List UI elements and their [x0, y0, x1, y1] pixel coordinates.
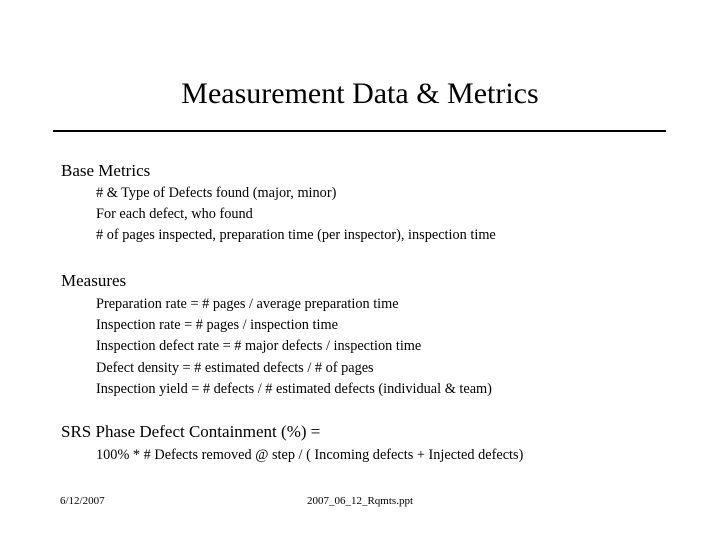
list-item: Inspection rate = # pages / inspection time: [96, 317, 338, 334]
list-item: # & Type of Defects found (major, minor): [96, 185, 337, 201]
list-item: Inspection yield = # defects / # estimated defects (individual & team): [96, 380, 492, 397]
list-item: For each defect, who found: [96, 206, 253, 223]
bullet-list: [61, 294, 701, 400]
footer-date: 6/12/2007: [60, 495, 105, 507]
section-base-metrics: [61, 160, 701, 247]
bullet-list: [61, 445, 701, 466]
list-item: Inspection defect rate = # major defects / inspection time: [96, 338, 422, 355]
list-item: 100% * # Defects removed @ step / ( Incoming defects + Injected defects): [96, 447, 524, 463]
slide-title: Measurement Data & Metrics: [181, 77, 539, 110]
section-measures: [61, 270, 701, 400]
list-item: # of pages inspected, preparation time (per inspector), inspection time: [96, 227, 496, 244]
section-heading: SRS Phase Defect Containment (%) =: [61, 422, 321, 441]
list-item: Defect density = # estimated defects / # of pages: [96, 359, 374, 376]
bullet-list: [61, 183, 701, 247]
list-item: Preparation rate = # pages / average preparation time: [96, 296, 399, 312]
footer-filename: 2007_06_12_Rqmts.ppt: [306, 495, 414, 507]
section-heading: Measures: [61, 271, 127, 290]
section-heading: Base Metrics: [61, 161, 151, 180]
title-divider: [53, 130, 666, 132]
section-srs-containment: [61, 421, 701, 466]
